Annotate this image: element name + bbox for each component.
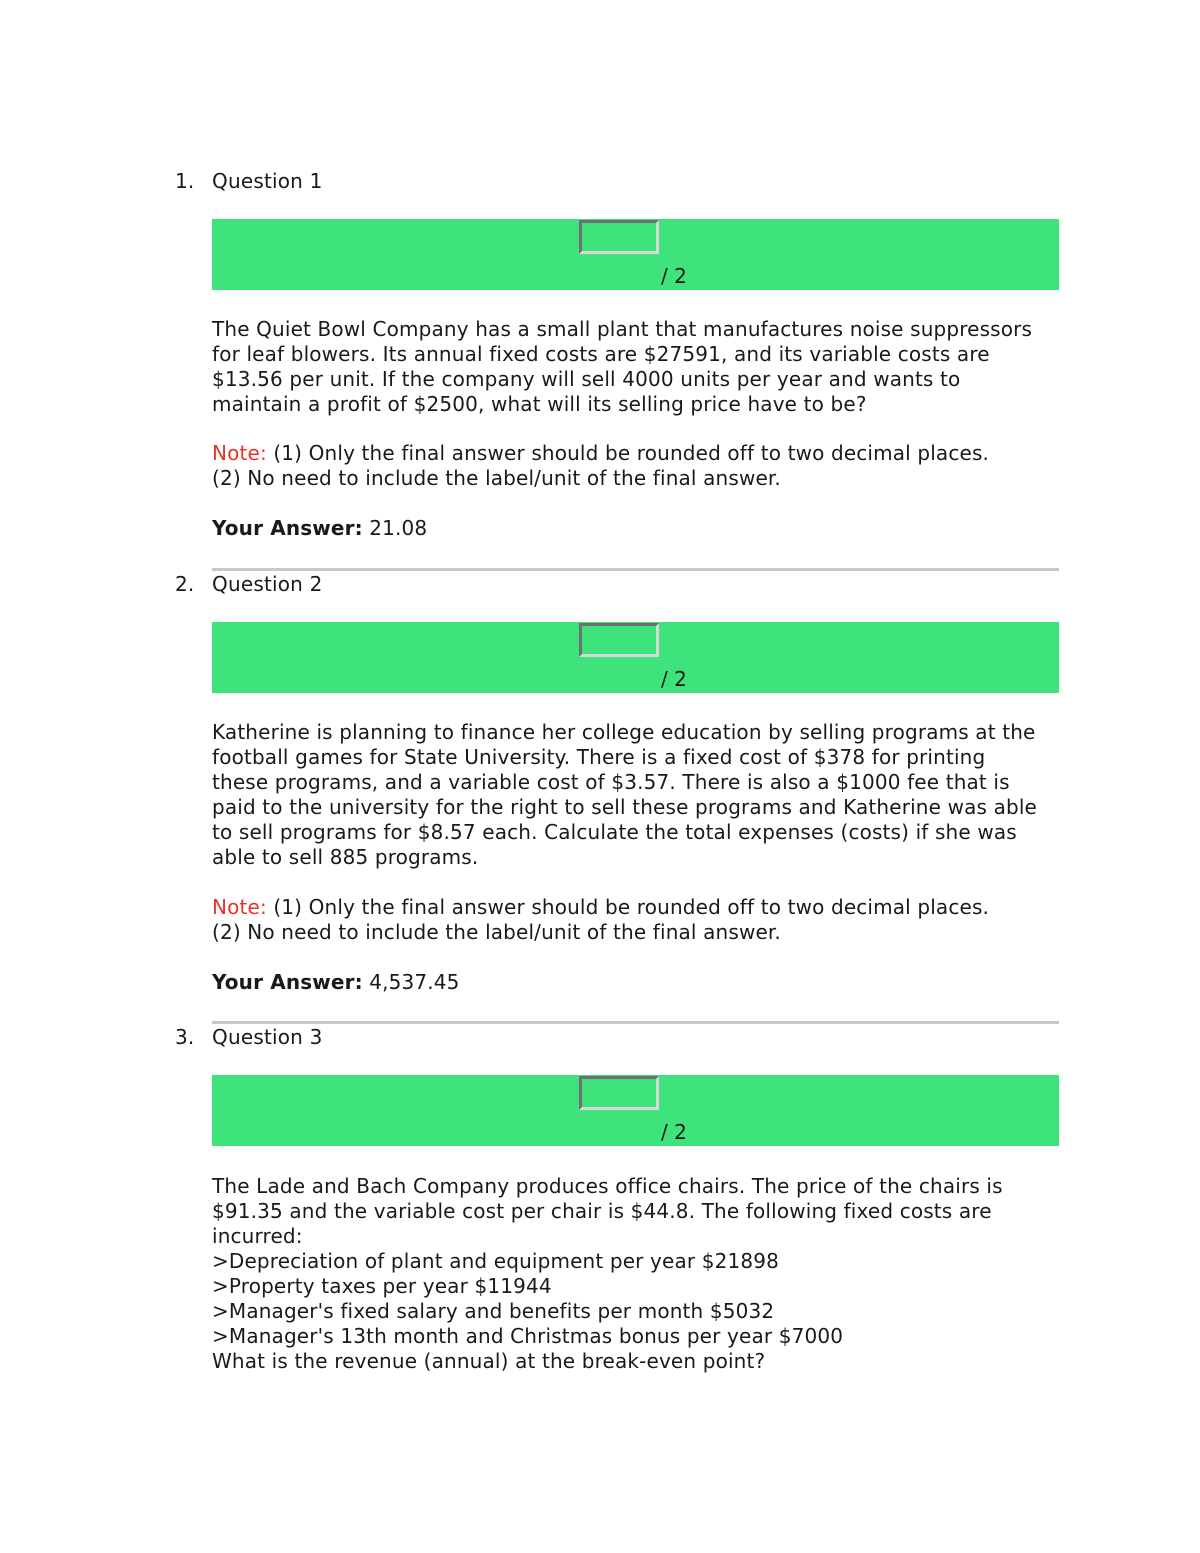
question-text-line: these programs, and a variable cost of $3.57. There is also a $1000 fee that is bbox=[212, 770, 1010, 794]
question-number: 3. bbox=[175, 1025, 195, 1049]
question-text bbox=[212, 720, 1059, 870]
score-bar bbox=[212, 1075, 1059, 1146]
question-3 bbox=[175, 1025, 1059, 1373]
question-1 bbox=[175, 169, 1059, 540]
question-text-line: The Lade and Bach Company produces office chairs. The price of the chairs is bbox=[212, 1174, 1003, 1198]
question-text-line: >Depreciation of plant and equipment per year $21898 bbox=[212, 1249, 780, 1273]
score-total: / 2 bbox=[661, 264, 687, 288]
answer-label: Your Answer: bbox=[212, 970, 363, 994]
question-text-line: >Manager's fixed salary and benefits per month $5032 bbox=[212, 1299, 775, 1323]
question-text-line: The Quiet Bowl Company has a small plant that manufactures noise suppressors bbox=[212, 317, 1033, 341]
question-text-line: >Property taxes per year $11944 bbox=[212, 1274, 552, 1298]
note bbox=[212, 895, 1059, 945]
answer-value: 21.08 bbox=[362, 516, 428, 540]
question-text-line: to sell programs for $8.57 each. Calculate the total expenses (costs) if she was bbox=[212, 820, 1017, 844]
question-text bbox=[212, 1174, 1059, 1374]
question-text-line: paid to the university for the right to sell these programs and Katherine was able bbox=[212, 795, 1037, 819]
answer-label: Your Answer: bbox=[212, 516, 363, 540]
your-answer bbox=[212, 970, 1059, 995]
score-total: / 2 bbox=[661, 667, 687, 691]
score-bar bbox=[212, 622, 1059, 693]
question-title: Question 3 bbox=[212, 1025, 323, 1049]
question-divider bbox=[212, 568, 1059, 571]
score-bar bbox=[212, 219, 1059, 290]
score-input[interactable] bbox=[579, 220, 659, 254]
question-text-line: $91.35 and the variable cost per chair is $44.8. The following fixed costs are bbox=[212, 1199, 992, 1223]
question-title: Question 2 bbox=[212, 572, 323, 596]
score-input[interactable] bbox=[579, 623, 659, 657]
note-label: Note: bbox=[212, 895, 267, 919]
score-input[interactable] bbox=[579, 1076, 659, 1110]
note-line-1: (1) Only the final answer should be rounded off to two decimal places. bbox=[266, 895, 990, 919]
question-text bbox=[212, 317, 1059, 417]
answer-value: 4,537.45 bbox=[362, 970, 460, 994]
question-2 bbox=[175, 572, 1059, 994]
question-text-line: $13.56 per unit. If the company will sell 4000 units per year and wants to bbox=[212, 367, 961, 391]
question-title: Question 1 bbox=[212, 169, 323, 193]
note-line-2: (2) No need to include the label/unit of the final answer. bbox=[212, 920, 781, 944]
note bbox=[212, 441, 1059, 491]
question-number: 2. bbox=[175, 572, 195, 596]
question-divider bbox=[212, 1021, 1059, 1024]
question-text-line: maintain a profit of $2500, what will its selling price have to be? bbox=[212, 392, 867, 416]
question-text-line: for leaf blowers. Its annual fixed costs are $27591, and its variable costs are bbox=[212, 342, 990, 366]
question-text-line: able to sell 885 programs. bbox=[212, 845, 479, 869]
question-text-line: football games for State University. There is a fixed cost of $378 for printing bbox=[212, 745, 986, 769]
your-answer bbox=[212, 516, 1059, 541]
note-label: Note: bbox=[212, 441, 267, 465]
note-line-1: (1) Only the final answer should be rounded off to two decimal places. bbox=[266, 441, 990, 465]
question-text-line: incurred: bbox=[212, 1224, 303, 1248]
question-number: 1. bbox=[175, 169, 195, 193]
question-text-line: What is the revenue (annual) at the break-even point? bbox=[212, 1349, 766, 1373]
question-text-line: >Manager's 13th month and Christmas bonus per year $7000 bbox=[212, 1324, 844, 1348]
note-line-2: (2) No need to include the label/unit of the final answer. bbox=[212, 466, 781, 490]
score-total: / 2 bbox=[661, 1120, 687, 1144]
question-text-line: Katherine is planning to finance her college education by selling programs at the bbox=[212, 720, 1036, 744]
